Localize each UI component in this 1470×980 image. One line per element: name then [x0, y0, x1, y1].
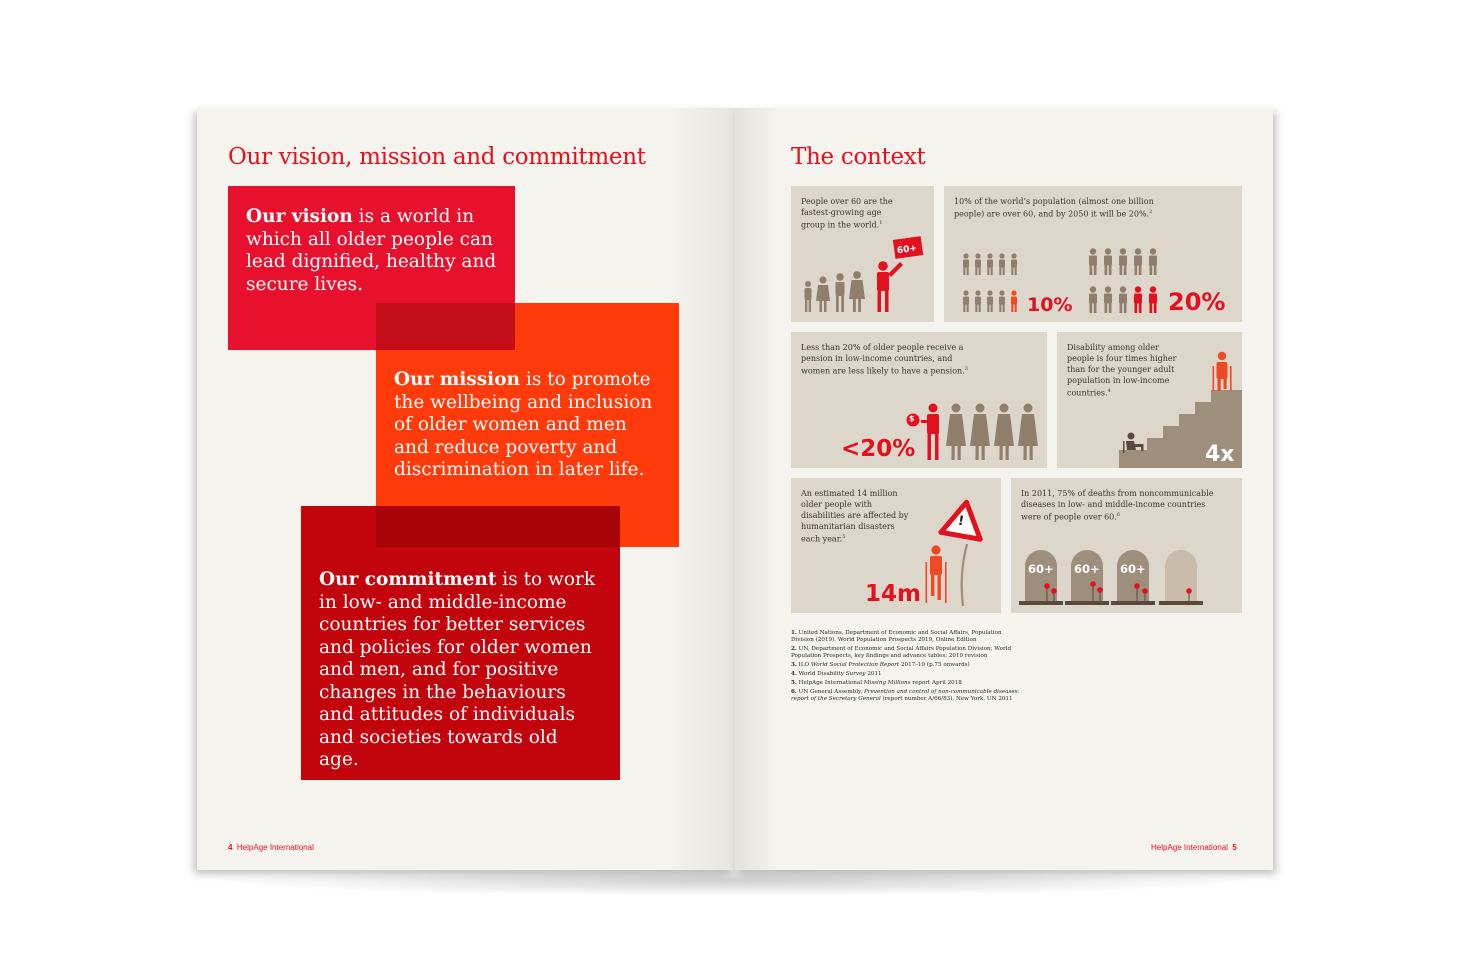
- page-number: 5: [1232, 843, 1237, 852]
- footnote: 4. World Disability Survey 2011: [791, 671, 882, 677]
- vision-text: is a world in which all older people can lead dignified, healthy and secure lives.: [246, 206, 497, 295]
- tomb-label-3: 60+: [1120, 562, 1146, 576]
- panel-population-share: [944, 186, 1242, 322]
- stat-twenty-percent: 20%: [1168, 288, 1226, 316]
- mission-label: Our mission: [394, 369, 521, 390]
- panel-deaths: [1011, 478, 1242, 613]
- tomb-label-2: 60+: [1074, 562, 1100, 576]
- folio-right: [1151, 843, 1237, 852]
- stat-four-times: 4x: [1205, 442, 1235, 467]
- panel-text: 10% of the world’s population (almost one billion people) are over 60, and by 2050 it will be 20%.$^2$: [954, 197, 1154, 219]
- panel-pension: [791, 332, 1047, 468]
- page-title: The context: [791, 144, 926, 170]
- footnotes: [791, 630, 1021, 705]
- panel-disability: [1057, 332, 1242, 468]
- footnote: 1. United Nations, Department of Economic and Social Affairs, Population Division (2019). World Population Prospects 2019, Online Edition: [791, 630, 1002, 643]
- left-page: [197, 108, 735, 870]
- stat-ten-percent: 10%: [1027, 294, 1073, 316]
- mission-commitment-overlap: [376, 506, 620, 547]
- stat-fourteen-million: 14m: [865, 581, 921, 607]
- footnote: 5. HelpAge International Missing Millions report April 2018: [791, 680, 962, 686]
- folio-left: [228, 843, 314, 852]
- commitment-text: is to work in low- and middle-income countries for better services and policies for older women and men, and for positive changes in the behaviours and attitudes of individuals and societies towards old age.: [319, 569, 596, 770]
- gravestones-icon: [1011, 478, 1242, 613]
- panel-text: Disability among older people is four times higher than for the younger adult population in low-income countries.$^4$: [1067, 343, 1177, 398]
- publisher-name: HelpAge International: [1151, 843, 1228, 852]
- vision-label: Our vision: [246, 206, 353, 227]
- book-shadow: [210, 866, 1260, 896]
- stat-under-twenty-percent: <20%: [841, 436, 916, 462]
- footnote: 2. UN, Department of Economic and Social Affairs Population Division; World Population Prospects, key findings and advance tables; 2019 revision: [791, 646, 1012, 659]
- footnote: 3. ILO World Social Protection Report 2017–19 (p.75 onwards): [791, 662, 970, 668]
- commitment-block: [301, 506, 620, 780]
- mission-text: is to promote the wellbeing and inclusion of older women and men and reduce poverty and discrimination in later life.: [394, 369, 653, 480]
- right-page: [735, 108, 1273, 870]
- publisher-name: HelpAge International: [236, 843, 314, 852]
- tomb-label-1: 60+: [1028, 562, 1054, 576]
- warning-symbol: !: [956, 513, 966, 530]
- coin-symbol: $: [909, 414, 915, 423]
- commitment-label: Our commitment: [319, 569, 497, 590]
- panel-text: People over 60 are the fastest-growing age group in the world.$^1$: [801, 197, 893, 230]
- vision-mission-overlap: [376, 303, 515, 350]
- panel-disasters: [791, 478, 1001, 613]
- page-number: 4: [228, 843, 233, 852]
- panel-age-group: [791, 186, 934, 322]
- sixty-plus-sign: 60+: [896, 243, 918, 257]
- panel-text: Less than 20% of older people receive a pension in low-income countries, and women are less likely to have a pension.$^3$: [801, 343, 968, 376]
- panel-text: In 2011, 75% of deaths from noncommunicable diseases in low- and middle-income countries were of people over 60.$^6$: [1021, 489, 1214, 522]
- pension-icon: [791, 332, 1047, 468]
- panel-text: An estimated 14 million older people with disabilities are affected by humanitarian disasters each year.$^5$: [801, 489, 909, 544]
- footnote: 6. UN General Assembly, Prevention and control of non-communicable diseases: report of the Secretary General (report number A/66/83), New York, UN 2011: [791, 689, 1020, 702]
- page-title: Our vision, mission and commitment: [228, 144, 646, 170]
